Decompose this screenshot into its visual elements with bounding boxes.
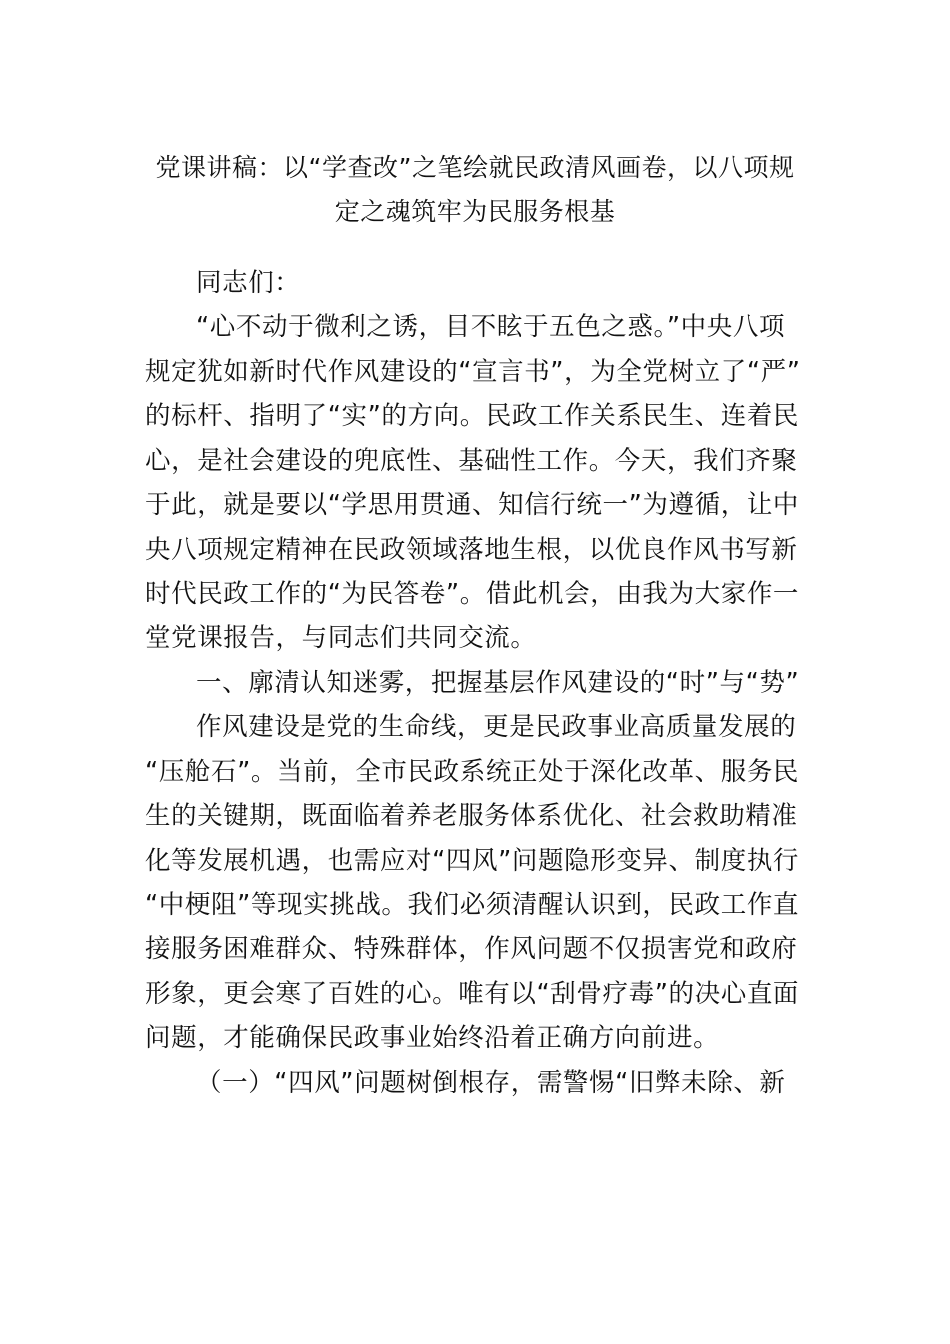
document-title-line-2: 定之魂筑牢为民服务根基 (334, 197, 616, 226)
paragraph-1-line: 央八项规定精神在民政领域落地生根，以优良作风书写新 (145, 535, 798, 565)
paragraph-2-line: 问题，才能确保民政事业始终沿着正确方向前进。 (145, 1023, 720, 1053)
paragraph-1-line: “心不动于微利之诱，目不眩于五色之惑。”中央八项 (196, 312, 786, 342)
paragraph-1-line: 规定犹如新时代作风建设的“宣言书”，为全党树立了“严” (145, 357, 801, 387)
paragraph-2-line: 生的关键期，既面临着养老服务体系优化、社会救助精准 (145, 801, 798, 831)
paragraph-1-line: 心，是社会建设的兜底性、基础性工作。今天，我们齐聚 (145, 446, 798, 476)
paragraph-2-line: “压舱石”。当前，全市民政系统正处于深化改革、服务民 (145, 757, 800, 787)
paragraph-1-line: 的标杆、指明了“实”的方向。民政工作关系民生、连着民 (145, 401, 800, 431)
paragraph-2-line: 作风建设是党的生命线，更是民政事业高质量发展的 (196, 712, 797, 742)
salutation: 同志们： (196, 268, 301, 298)
paragraph-1-line: 堂党课报告，与同志们共同交流。 (145, 623, 537, 653)
paragraph-2-line: 化等发展机遇，也需应对“四风”问题隐形变异、制度执行 (145, 846, 800, 876)
document-title-line-1: 党课讲稿：以“学查改”之笔绘就民政清风画卷，以八项规 (155, 153, 795, 182)
paragraph-2-line: 形象，更会寒了百姓的心。唯有以“刮骨疗毒”的决心直面 (145, 979, 800, 1009)
paragraph-2-line: “中梗阻”等现实挑战。我们必须清醒认识到，民政工作直 (145, 890, 800, 920)
paragraph-1-line: 于此，就是要以“学思用贯通、知信行统一”为遵循，让中 (145, 490, 800, 520)
paragraph-1-line: 时代民政工作的“为民答卷”。借此机会，由我为大家作一 (145, 579, 800, 609)
section-heading-1: 一、廓清认知迷雾，把握基层作风建设的“时”与“势” (196, 668, 800, 698)
subsection-heading-1: （一）“四风”问题树倒根存，需警惕“旧弊未除、新 (196, 1068, 786, 1098)
paragraph-2-line: 接服务困难群众、特殊群体，作风问题不仅损害党和政府 (145, 934, 798, 964)
